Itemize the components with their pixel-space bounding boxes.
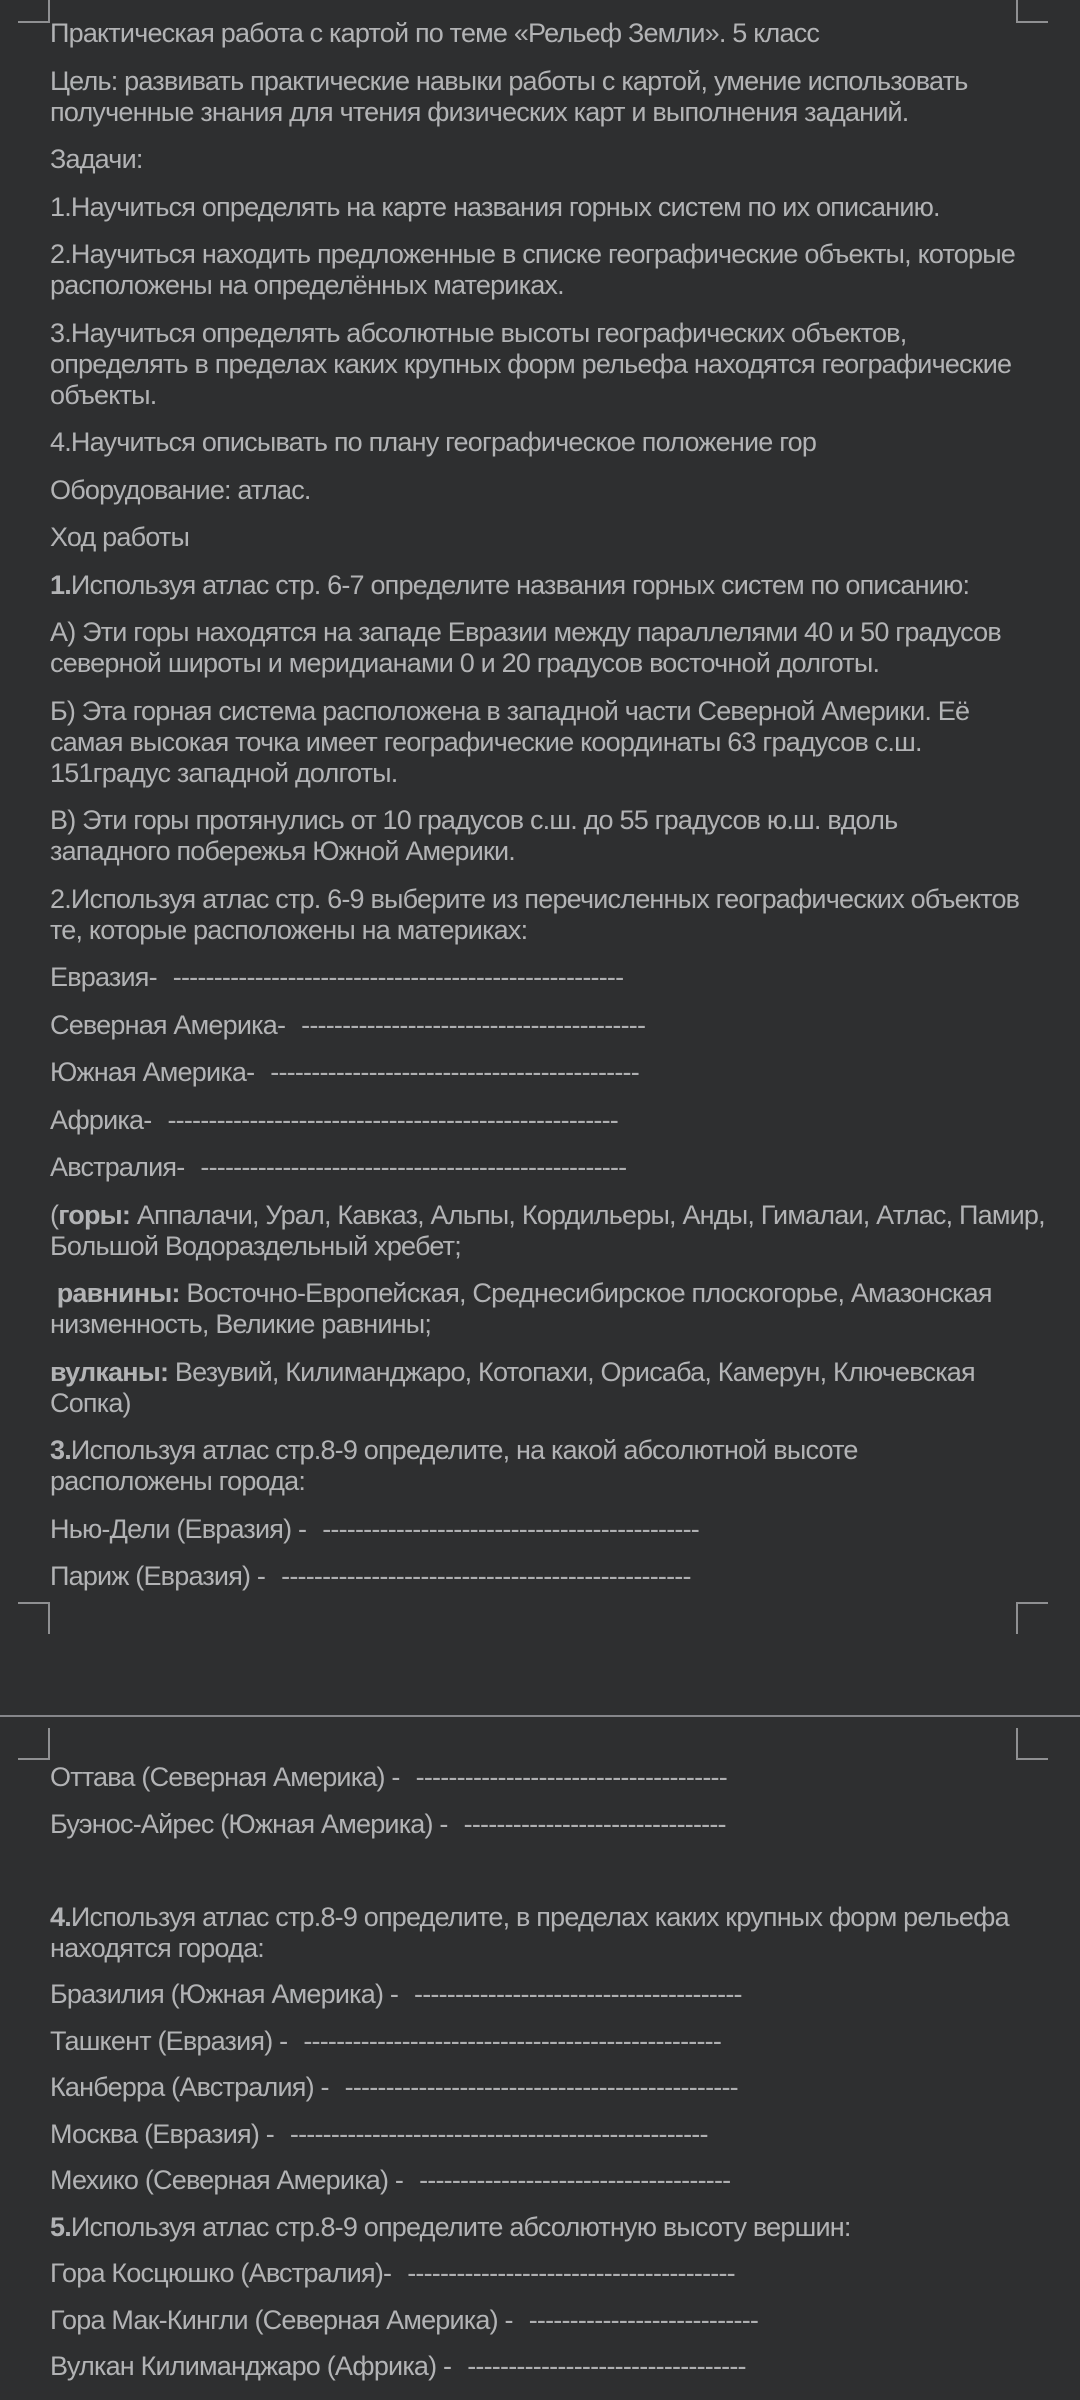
answer-blank-dashes: -------------------------------------- (419, 2165, 731, 2195)
text-run: равнины: (56, 1278, 180, 1308)
answer-line-paragraph (50, 1979, 1050, 2010)
text-line (50, 1902, 1050, 1933)
paragraph (50, 1278, 1050, 1340)
page-2 (50, 1762, 1050, 2398)
text-line (50, 1057, 1050, 1088)
answer-line-paragraph (50, 2072, 1050, 2103)
text-line (50, 727, 1050, 758)
text-run: Оттава (Северная Америка) - (50, 1762, 400, 1792)
text-run: Париж (Евразия) - (50, 1561, 266, 1591)
text-run: Австралия- (50, 1152, 185, 1182)
answer-line-paragraph (50, 1561, 1050, 1592)
answer-line-paragraph (50, 1057, 1050, 1088)
text-run: Аппалачи, Урал, Кавказ, Альпы, Кордильеры, Анды, Гималаи, Атлас, Памир, (130, 1199, 1045, 1230)
text-run: низменность, Великие равнины; (50, 1309, 432, 1339)
page-separator (0, 1715, 1080, 1717)
text-run: Евразия- (50, 962, 157, 992)
text-run: Сопка) (50, 1387, 131, 1418)
crop-mark-page1-top-left (18, 0, 50, 23)
text-line (50, 1514, 1050, 1545)
answer-blank-dashes: -------------------------------------------------- (281, 1561, 691, 1591)
crop-mark-page1-bottom-right (1016, 1602, 1048, 1634)
paragraph (50, 696, 1050, 789)
answer-blank-dashes: ---------------------------------- (467, 2351, 746, 2381)
text-line (50, 1200, 1050, 1231)
text-run: Большой Водораздельный хребет; (50, 1230, 461, 1261)
answer-blank-dashes: ---------------------------------------- (407, 2258, 735, 2288)
text-line (50, 805, 1050, 836)
text-line (50, 192, 1050, 223)
text-line (50, 1979, 1050, 2010)
answer-blank-dashes: ---------------------------------------- (414, 1979, 742, 2009)
text-line (50, 2212, 1050, 2243)
crop-mark-page2-top-left (18, 1728, 50, 1760)
text-line (50, 18, 1050, 49)
text-line (50, 1809, 1050, 1840)
text-run: Ход работы (50, 522, 190, 552)
paragraph (50, 522, 1050, 553)
text-run: Вулкан Килиманджаро (Африка) - (50, 2351, 452, 2381)
text-run: Используя атлас стр.8-9 определите абсолютную высоту вершин: (70, 2211, 851, 2242)
paragraph (50, 805, 1050, 867)
blank-paragraph (50, 1855, 1050, 1886)
text-line (50, 2072, 1050, 2103)
text-line (50, 1309, 1050, 1340)
text-run: 5. (50, 2211, 71, 2242)
text-run: Канберра (Австралия) - (50, 2072, 329, 2102)
answer-blank-dashes: --------------------------------------------------- (303, 2025, 722, 2056)
crop-mark-page2-top-right (1016, 1728, 1048, 1760)
text-line (50, 144, 1050, 175)
text-run: Гора Косцюшко (Австралия)- (50, 2258, 392, 2288)
answer-line-paragraph (50, 1809, 1050, 1840)
answer-line-paragraph (50, 2026, 1050, 2057)
text-line (50, 617, 1050, 648)
answer-line-paragraph (50, 1762, 1050, 1793)
answer-line-paragraph (50, 2305, 1050, 2336)
text-run: Оборудование: атлас. (50, 474, 311, 505)
text-run: Используя атлас стр.8-9 определите, на какой абсолютной высоте (70, 1435, 858, 1465)
text-run: 3. (50, 1435, 71, 1465)
text-line (50, 2165, 1050, 2196)
text-run: полученные знания для чтения физических карт и выполнения заданий. (50, 96, 909, 127)
answer-blank-dashes: ---------------------------------------------- (322, 1513, 699, 1544)
answer-line-paragraph (50, 1152, 1050, 1183)
answer-line-paragraph (50, 2165, 1050, 2196)
text-run: Москва (Евразия) - (50, 2118, 274, 2149)
text-run: ( (50, 1199, 59, 1230)
text-line (50, 570, 1050, 601)
text-run (50, 1278, 57, 1308)
crop-mark-page1-top-right (1016, 0, 1048, 23)
text-run: Северная Америка- (50, 1009, 286, 1040)
text-run: объекты. (50, 379, 157, 410)
text-run: те, которые расположены на материках: (50, 914, 528, 945)
answer-blank-dashes: ---------------------------- (528, 2304, 759, 2335)
text-run: 1.Научиться определять на карте названия горных систем по их описанию. (50, 191, 940, 222)
answer-line-paragraph (50, 1010, 1050, 1041)
text-run: Используя атлас стр. 6-7 определите названия горных систем по описанию: (70, 569, 970, 600)
text-line (50, 522, 1050, 553)
text-run: Буэнос-Айрес (Южная Америка) - (50, 1808, 448, 1839)
task-paragraph (50, 570, 1050, 601)
answer-line-paragraph (50, 2258, 1050, 2289)
paragraph (50, 239, 1050, 301)
text-run: находятся города: (50, 1932, 264, 1963)
text-run: 3.Научиться определять абсолютные высоты географических объектов, (50, 317, 907, 348)
text-run: Задачи: (50, 144, 143, 174)
text-run: расположены города: (50, 1466, 306, 1496)
text-run: самая высокая точка имеет географические координаты 63 градусов с.ш. (50, 726, 922, 757)
text-run: Мехико (Северная Америка) - (50, 2165, 404, 2195)
text-line (50, 915, 1050, 946)
answer-blank-dashes: --------------------------------------------- (270, 1057, 639, 1087)
text-run: 2.Научиться находить предложенные в списке географические объекты, которые (50, 239, 1016, 269)
text-run: 2.Используя атлас стр. 6-9 выберите из перечисленных географических объектов (50, 883, 1020, 914)
text-run: Практическая работа с картой по теме «Рельеф Земли». 5 класс (50, 18, 820, 48)
task-paragraph (50, 1435, 1050, 1497)
text-line (50, 836, 1050, 867)
text-line (50, 66, 1050, 97)
answer-blank-dashes: -------------------------------- (463, 1808, 726, 1839)
text-run: Бразилия (Южная Америка) - (50, 1979, 399, 2009)
text-run: Гора Мак-Кингли (Северная Америка) - (50, 2304, 513, 2335)
text-line (50, 2351, 1050, 2382)
text-run: 4.Научиться описывать по плану географическое положение гор (50, 427, 817, 457)
answer-line-paragraph (50, 2351, 1050, 2382)
text-run: Используя атлас стр.8-9 определите, в пределах каких крупных форм рельефа (70, 1901, 1009, 1932)
text-line (50, 1105, 1050, 1136)
text-line (50, 475, 1050, 506)
text-run: 1. (50, 569, 71, 600)
answer-blank-dashes: ------------------------------------------------ (344, 2072, 738, 2102)
text-line (50, 1561, 1050, 1592)
text-line (50, 427, 1050, 458)
text-line (50, 1231, 1050, 1262)
text-line (50, 2119, 1050, 2150)
text-line (50, 318, 1050, 349)
text-run: Восточно-Европейская, Среднесибирское плоскогорье, Амазонская (179, 1278, 992, 1308)
text-run: западного побережья Южной Америки. (50, 836, 516, 866)
text-run: А) Эти горы находятся на западе Евразии между параллелями 40 и 50 градусов (50, 617, 1001, 647)
paragraph (50, 1200, 1050, 1262)
document-title (50, 18, 1050, 49)
text-line (50, 1278, 1050, 1309)
text-run: Цель: развивать практические навыки работы с картой, умение использовать (50, 65, 968, 96)
text-line (50, 1435, 1050, 1466)
text-run: Африка- (50, 1104, 152, 1135)
text-line (50, 2026, 1050, 2057)
answer-line-paragraph (50, 962, 1050, 993)
task-paragraph (50, 1902, 1050, 1964)
text-run: 4. (50, 1901, 71, 1932)
answer-blank-dashes: -------------------------------------- (415, 1762, 727, 1792)
paragraph (50, 66, 1050, 128)
paragraph (50, 427, 1050, 458)
text-line (50, 1933, 1050, 1964)
text-line (50, 962, 1050, 993)
text-line (50, 1762, 1050, 1793)
text-run: 151градус западной долготы. (50, 757, 398, 788)
text-line (50, 239, 1050, 270)
text-run: Б) Эта горная система расположена в западной части Северной Америки. Её (50, 695, 970, 726)
text-line (50, 2305, 1050, 2336)
text-run: горы: (58, 1199, 131, 1230)
answer-line-paragraph (50, 1105, 1050, 1136)
answer-line-paragraph (50, 1514, 1050, 1545)
paragraph (50, 1357, 1050, 1419)
task-paragraph (50, 2212, 1050, 2243)
text-line (50, 1388, 1050, 1419)
text-run: Южная Америка- (50, 1057, 255, 1087)
text-line (50, 648, 1050, 679)
text-run: Везувий, Килиманджаро, Котопахи, Орисаба, Камерун, Ключевская (168, 1356, 975, 1387)
text-run: Ташкент (Евразия) - (50, 2025, 288, 2056)
answer-blank-dashes: ------------------------------------------------------- (167, 1104, 618, 1135)
text-line (50, 696, 1050, 727)
paragraph (50, 318, 1050, 411)
text-line (50, 97, 1050, 128)
answer-blank-dashes: ------------------------------------------------------- (172, 962, 624, 992)
text-line (50, 1855, 1050, 1886)
text-line (50, 1357, 1050, 1388)
text-line (50, 1466, 1050, 1497)
text-run: В) Эти горы протянулись от 10 градусов с.ш. до 55 градусов ю.ш. вдоль (50, 805, 898, 835)
answer-blank-dashes: ---------------------------------------------------- (200, 1152, 627, 1182)
text-line (50, 884, 1050, 915)
paragraph (50, 475, 1050, 506)
text-line (50, 1010, 1050, 1041)
answer-line-paragraph (50, 2119, 1050, 2150)
paragraph (50, 617, 1050, 679)
page-1 (50, 18, 1050, 1609)
text-line (50, 270, 1050, 301)
task-paragraph (50, 884, 1050, 946)
text-run: вулканы: (50, 1356, 169, 1387)
text-run: определять в пределах каких крупных форм рельефа находятся географические (50, 348, 1012, 379)
text-line (50, 1152, 1050, 1183)
text-run: северной широты и меридианами 0 и 20 градусов восточной долготы. (50, 648, 880, 678)
text-line (50, 380, 1050, 411)
answer-blank-dashes: --------------------------------------------------- (289, 2118, 708, 2149)
paragraph (50, 192, 1050, 223)
paragraph (50, 144, 1050, 175)
text-run: Нью-Дели (Евразия) - (50, 1513, 307, 1544)
text-line (50, 2258, 1050, 2289)
crop-mark-page1-bottom-left (18, 1602, 50, 1634)
answer-blank-dashes: ------------------------------------------ (301, 1009, 646, 1040)
text-run: расположены на определённых материках. (50, 270, 564, 300)
text-line (50, 349, 1050, 380)
text-line (50, 758, 1050, 789)
